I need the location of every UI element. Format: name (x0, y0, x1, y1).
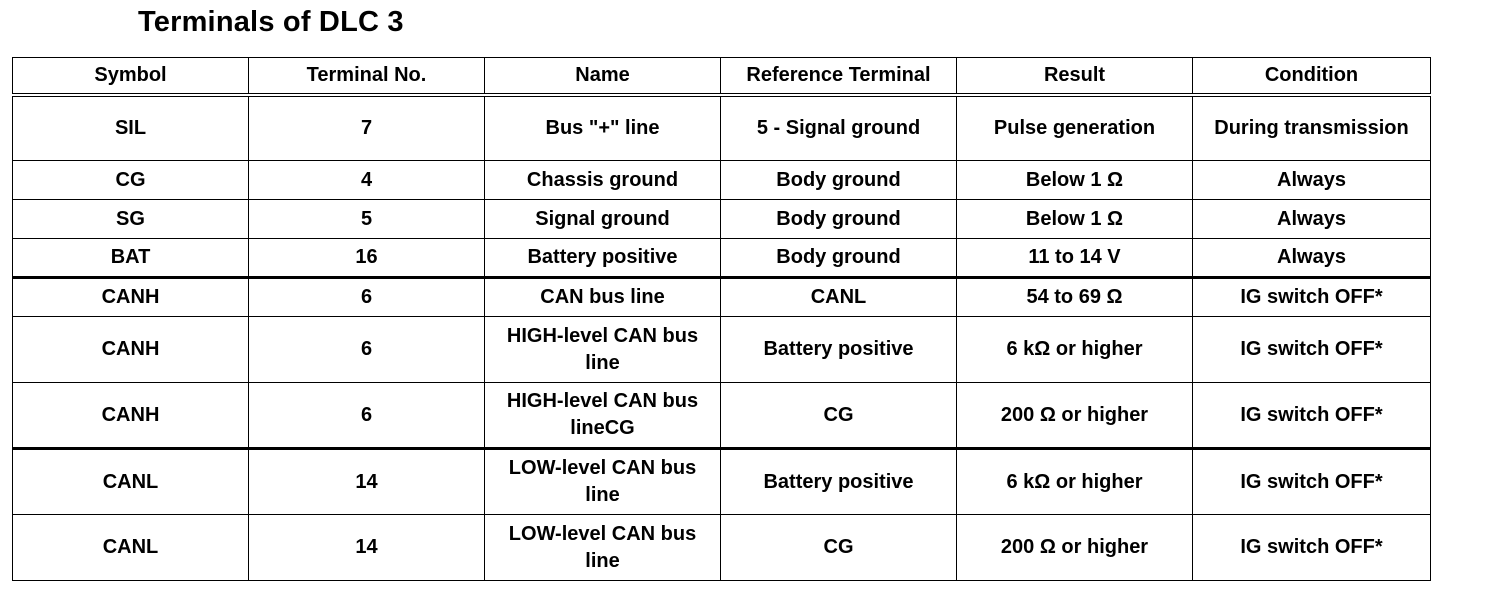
cell-terminal: 6 (249, 383, 485, 449)
header-symbol: Symbol (13, 58, 249, 95)
header-reference-terminal: Reference Terminal (721, 58, 957, 95)
cell-reference: Body ground (721, 200, 957, 239)
page-title: Terminals of DLC 3 (138, 6, 404, 38)
header-result: Result (957, 58, 1193, 95)
header-terminal-no: Terminal No. (249, 58, 485, 95)
cell-condition: Always (1193, 239, 1431, 278)
cell-reference: Battery positive (721, 317, 957, 383)
cell-reference: CG (721, 515, 957, 581)
cell-result: Pulse generation (957, 95, 1193, 161)
terminals-table (12, 57, 1431, 581)
table-header-row (13, 58, 1431, 95)
cell-symbol: CANH (13, 383, 249, 449)
cell-symbol: CG (13, 161, 249, 200)
cell-symbol: SIL (13, 95, 249, 161)
cell-condition: Always (1193, 161, 1431, 200)
cell-result: 11 to 14 V (957, 239, 1193, 278)
cell-name: Battery positive (485, 239, 721, 278)
cell-reference: Battery positive (721, 449, 957, 515)
cell-condition: IG switch OFF* (1193, 515, 1431, 581)
cell-name: HIGH-level CAN bus line (485, 317, 721, 383)
table-row (13, 515, 1431, 581)
cell-condition: IG switch OFF* (1193, 317, 1431, 383)
cell-result: 6 kΩ or higher (957, 317, 1193, 383)
table-row (13, 95, 1431, 161)
cell-result: 54 to 69 Ω (957, 278, 1193, 317)
cell-terminal: 6 (249, 317, 485, 383)
table-row (13, 278, 1431, 317)
table-row (13, 449, 1431, 515)
cell-terminal: 16 (249, 239, 485, 278)
table-row (13, 317, 1431, 383)
cell-condition: Always (1193, 200, 1431, 239)
cell-terminal: 5 (249, 200, 485, 239)
cell-name: Chassis ground (485, 161, 721, 200)
header-name: Name (485, 58, 721, 95)
cell-symbol: CANH (13, 317, 249, 383)
cell-name: Signal ground (485, 200, 721, 239)
cell-result: 6 kΩ or higher (957, 449, 1193, 515)
table-row (13, 161, 1431, 200)
table-row (13, 383, 1431, 449)
cell-condition: IG switch OFF* (1193, 383, 1431, 449)
cell-symbol: SG (13, 200, 249, 239)
cell-symbol: BAT (13, 239, 249, 278)
cell-result: 200 Ω or higher (957, 383, 1193, 449)
cell-condition: IG switch OFF* (1193, 278, 1431, 317)
cell-reference: Body ground (721, 161, 957, 200)
cell-terminal: 14 (249, 449, 485, 515)
cell-symbol: CANH (13, 278, 249, 317)
cell-result: Below 1 Ω (957, 161, 1193, 200)
cell-condition: During transmission (1193, 95, 1431, 161)
cell-terminal: 6 (249, 278, 485, 317)
cell-result: 200 Ω or higher (957, 515, 1193, 581)
cell-terminal: 4 (249, 161, 485, 200)
cell-result: Below 1 Ω (957, 200, 1193, 239)
table-row (13, 239, 1431, 278)
cell-terminal: 7 (249, 95, 485, 161)
cell-reference: Body ground (721, 239, 957, 278)
cell-name: LOW-level CAN bus line (485, 515, 721, 581)
cell-name: CAN bus line (485, 278, 721, 317)
cell-reference: 5 - Signal ground (721, 95, 957, 161)
cell-reference: CANL (721, 278, 957, 317)
cell-symbol: CANL (13, 449, 249, 515)
cell-terminal: 14 (249, 515, 485, 581)
header-condition: Condition (1193, 58, 1431, 95)
cell-reference: CG (721, 383, 957, 449)
cell-condition: IG switch OFF* (1193, 449, 1431, 515)
cell-symbol: CANL (13, 515, 249, 581)
cell-name: LOW-level CAN bus line (485, 449, 721, 515)
table-row (13, 200, 1431, 239)
cell-name: HIGH-level CAN bus lineCG (485, 383, 721, 449)
cell-name: Bus "+" line (485, 95, 721, 161)
